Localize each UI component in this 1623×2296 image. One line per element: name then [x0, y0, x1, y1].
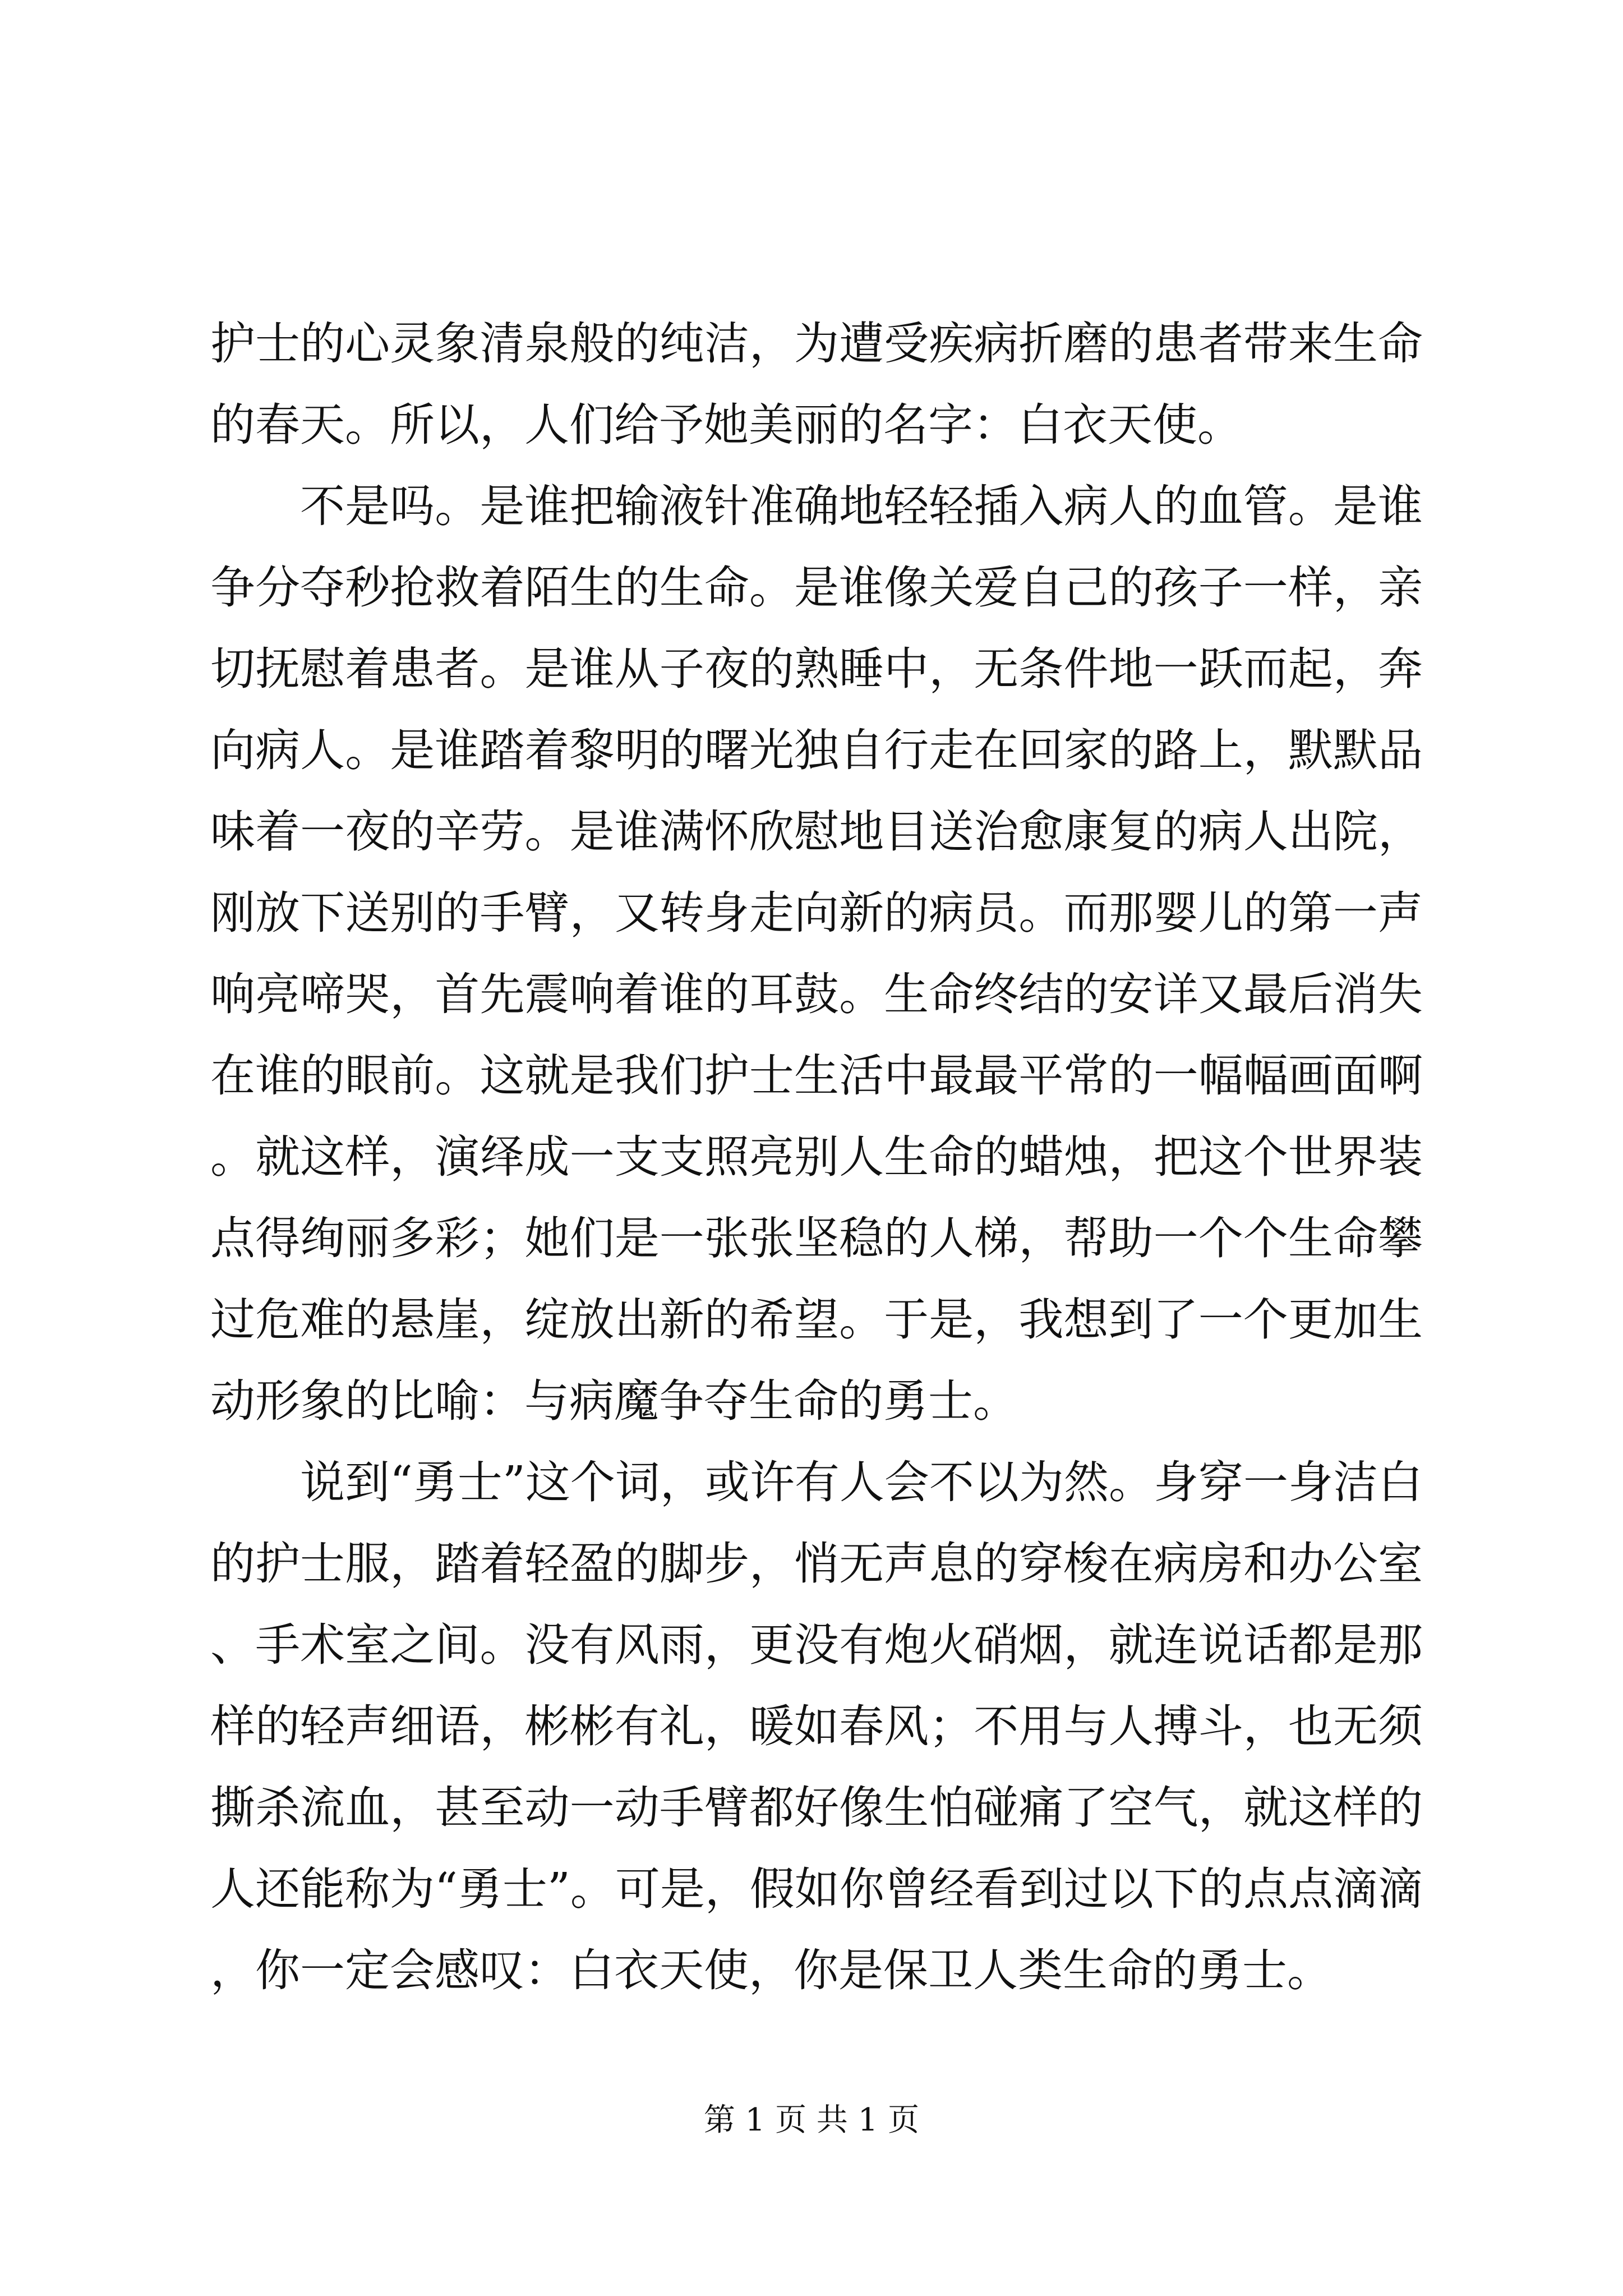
- paragraph-3: 说到“勇士”这个词，或许有人会不以为然。身穿一身洁白的护士服，踏着轻盈的脚步，悄无声息的穿梭在病房和办公室、手术室之间。没有风雨，更没有炮火硝烟，就连说话都是那样的轻声细语，彬彬有礼，暖如春风；不用与人搏斗，也无须撕杀流血，甚至动一动手臂都好像生怕碰痛了空气，就这样的人还能称为“勇士”。可是，假如你曾经看到过以下的点点滴滴，你一定会感叹：白衣天使，你是保卫人类生命的勇士。: [210, 1456, 1423, 1996]
- paragraph-2: 不是吗。是谁把输液针准确地轻轻插入病人的血管。是谁争分夺秒抢救着陌生的生命。是谁像关爱自己的孩子一样，亲切抚慰着患者。是谁从子夜的熟睡中，无条件地一跃而起，奔向病人。是谁踏着黎明的曙光独自行走在回家的路上，默默品味着一夜的辛劳。是谁满怀欣慰地目送治愈康复的病人出院，刚放下送别的手臂，又转身走向新的病员。而那婴儿的第一声响亮啼哭，首先震响着谁的耳鼓。生命终结的安详又最后消失在谁的眼前。这就是我们护士生活中最最平常的一幅幅画面啊。就这样，演绎成一支支照亮别人生命的蜡烛，把这个世界装点得绚丽多彩；她们是一张张坚稳的人梯，帮助一个个生命攀过危难的悬崖，绽放出新的希望。于是，我想到了一个更加生动形象的比喻：与病魔争夺生命的勇士。: [210, 480, 1423, 1427]
- document-body: [210, 303, 1423, 2011]
- paragraph-1: 护士的心灵象清泉般的纯洁，为遭受疾病折磨的患者带来生命的春天。所以，人们给予她美丽的名字：白衣天使。: [210, 318, 1423, 451]
- page-footer: 第 1 页 共 1 页: [703, 2102, 920, 2138]
